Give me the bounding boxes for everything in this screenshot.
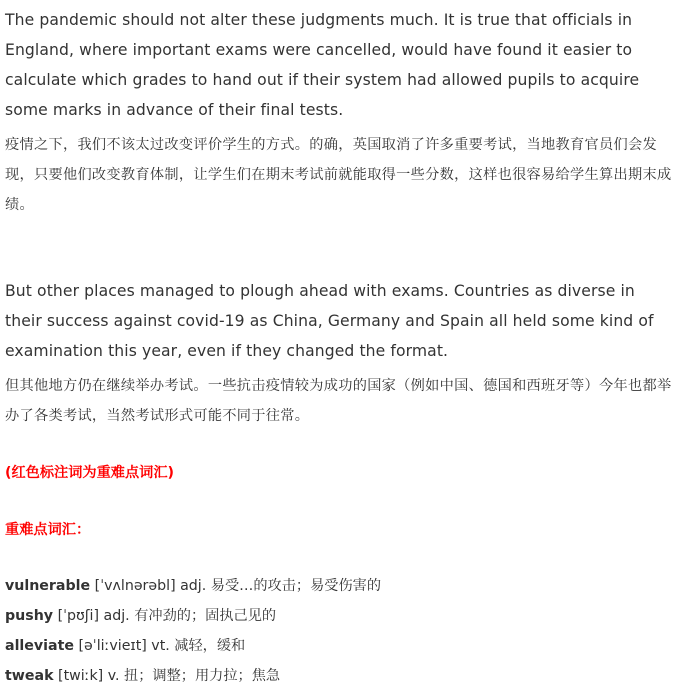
vocab-entry xyxy=(5,636,673,656)
vocab-word: pushy xyxy=(5,608,54,624)
paragraph-2-english: But other places managed to plough ahead with exams. Countries as diverse in their success against covid-19 as China, Germany and Spain all held some kind of examination this year, even if they changed the format. xyxy=(5,282,654,360)
vocab-definition: [twiːk] v. 扭；调整；用力拉；焦急 xyxy=(53,668,281,684)
vocab-word: vulnerable xyxy=(5,578,91,594)
vocab-word: alleviate xyxy=(5,638,75,654)
paragraph-2-chinese: 但其他地方仍在继续举办考试。一些抗击疫情较为成功的国家（例如中国、德国和西班牙等）今年也都举办了各类考试，当然考试形式可能不同于往常。 xyxy=(5,378,672,424)
paragraph-1-chinese: 疫情之下，我们不该太过改变评价学生的方式。的确，英国取消了许多重要考试，当地教育官员们会发现，只要他们改变教育体制，让学生们在期末考试前就能取得一些分数，这样也很容易给学生算出期末成绩。 xyxy=(5,137,672,213)
vocabulary-heading: 重难点词汇： xyxy=(5,522,91,538)
vocab-word: tweak xyxy=(5,668,54,684)
vocab-entry xyxy=(5,576,673,596)
vocab-definition: [ˈvʌlnərəbl] adj. 易受…的攻击；易受伤害的 xyxy=(90,578,382,594)
red-annotation-note: (红色标注词为重难点词汇) xyxy=(5,465,175,481)
paragraph-1-english: The pandemic should not alter these judgments much. It is true that officials in England, where important exams were cancelled, would have found it easier to calculate which grades to hand out if their system had allowed pupils to acquire some marks in advance of their final tests. xyxy=(5,11,640,119)
vocab-entry xyxy=(5,666,673,686)
vocab-definition: [ˈpʊʃi] adj. 有冲劲的；固执己见的 xyxy=(53,608,277,624)
vocab-entry xyxy=(5,606,673,626)
vocab-definition: [əˈliːvieɪt] vt. 减轻，缓和 xyxy=(74,638,246,654)
